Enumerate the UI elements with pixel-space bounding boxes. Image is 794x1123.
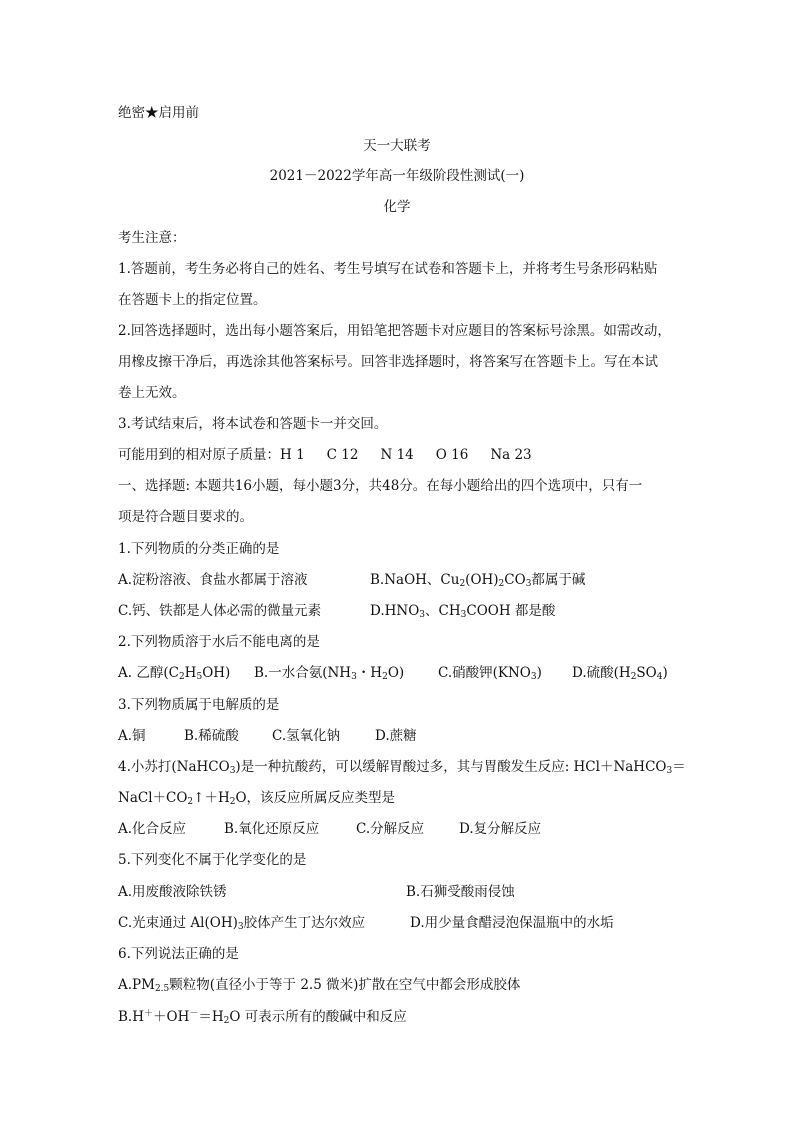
note-2-line-3: 卷上无效。: [118, 385, 186, 401]
q2-option-a: A. 乙醇$(C_2H_5OH)$: [118, 665, 231, 682]
q2-option-c: C.硝酸钾$(KNO_3)$: [438, 665, 542, 682]
notes-title: 考生注意：: [118, 230, 186, 246]
q4-option-a: A.化合反应: [118, 821, 187, 837]
q6-option-a: $A.PM_{2.5}$颗粒物(直径小于等于 2.5 微米)扩散在空气中都会形成胶体: [118, 977, 521, 994]
q3-option-a: A.铜: [118, 728, 146, 744]
q1-option-d: $D.HNO_3$、$CH_3COOH$ 都是酸: [370, 603, 556, 620]
note-2-line-2: 用橡皮擦干净后，再选涂其他答案标号。回答非选择题时，将答案写在答题卡上。写在本试: [118, 354, 658, 370]
question-6-stem: 6.下列说法正确的是: [118, 946, 239, 962]
q5-option-c: C.光束通过 $Al(OH)_3$胶体产生丁达尔效应: [118, 915, 366, 932]
note-2-line-1: 2.回答选择题时，选出每小题答案后，用铅笔把答题卡对应题目的答案标号涂黑。如需改动，: [118, 323, 671, 339]
q1-option-b: B.NaOH、$Cu_2(OH)_2CO_3$都属于碱: [370, 572, 586, 589]
confidential-mark: 绝密★启用前: [118, 105, 199, 121]
atomic-masses: [118, 446, 532, 464]
mass-n: N 14: [380, 447, 414, 463]
exam-organizer: 天一大联考: [363, 138, 431, 154]
q5-option-a: A.用废酸液除铁锈: [118, 884, 227, 900]
q2-option-d: D.硫酸$(H_2SO_4)$: [572, 665, 668, 682]
q3-option-c: C.氢氧化钠: [272, 728, 341, 744]
section-heading-line-2: 项是符合题目要求的。: [118, 509, 253, 525]
mass-na: Na 23: [490, 447, 532, 463]
q1-option-a: A.淀粉溶液、食盐水都属于溶液: [118, 572, 308, 588]
q1-option-c: C.钙、铁都是人体必需的微量元素: [118, 603, 322, 619]
q6-option-b: $B.H^++OH^-=H_2O$ 可表示所有的酸碱中和反应: [118, 1009, 407, 1026]
note-1-line-2: 在答题卡上的指定位置。: [118, 292, 267, 308]
question-5-stem: 5.下列变化不属于化学变化的是: [118, 852, 307, 868]
q3-option-d: D.蔗糖: [375, 728, 417, 744]
exam-title: 2021－2022学年高一年级阶段性测试(一): [269, 168, 525, 184]
q4-option-c: C.分解反应: [356, 821, 425, 837]
mass-h: H 1: [280, 447, 305, 463]
question-3-stem: 3.下列物质属于电解质的是: [118, 697, 280, 713]
q5-option-b: B.石狮受酸雨侵蚀: [406, 884, 515, 900]
question-1-stem: 1.下列物质的分类正确的是: [118, 541, 280, 557]
q3-option-b: B.稀硫酸: [184, 728, 239, 744]
question-4-line-2: $NaCl+CO_2↑+H_2O$，该反应所属反应类型是: [118, 790, 396, 807]
subject-title: 化学: [383, 199, 411, 215]
question-2-stem: 2.下列物质溶于水后不能电离的是: [118, 634, 320, 650]
question-4-line-1: 4.小苏打(NaHCO$_3$)是一种抗酸药，可以缓解胃酸过多，其与胃酸发生反应: HCl＋NaHCO$_3$＝: [118, 759, 686, 776]
section-heading-line-1: 一、选择题: 本题共16小题，每小题3分，共48分。在每小题给出的四个选项中，只有一: [118, 478, 643, 494]
q4-option-b: B.氧化还原反应: [224, 821, 320, 837]
q2-option-b: B.一水合氨($NH_3$・$H_2O$): [254, 665, 405, 682]
note-1-line-1: 1.答题前，考生务必将自己的姓名、考生号填写在试卷和答题卡上，并将考生号条形码粘贴: [118, 261, 658, 277]
atomic-masses-label: 可能用到的相对原子质量：: [118, 447, 280, 463]
note-3: 3.考试结束后，将本试卷和答题卡一并交回。: [118, 416, 388, 432]
mass-o: O 16: [435, 447, 469, 463]
mass-c: C 12: [326, 447, 359, 463]
q4-option-d: D.复分解反应: [459, 821, 542, 837]
q5-option-d: D.用少量食醋浸泡保温瓶中的水垢: [410, 915, 614, 931]
